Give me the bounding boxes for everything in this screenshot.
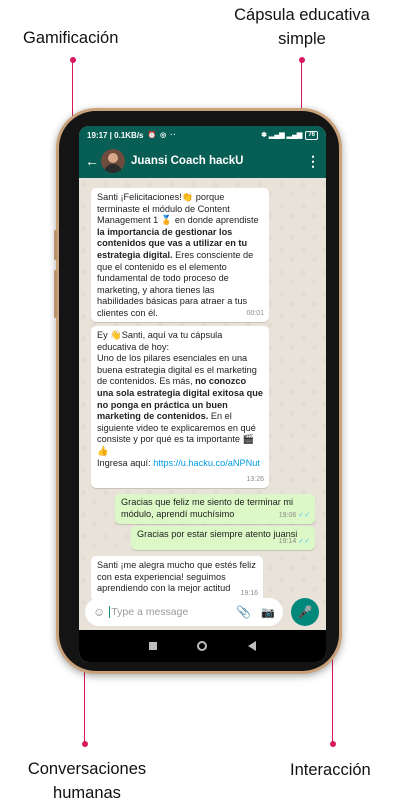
annotation-conversations [12,757,162,805]
message-text [97,192,263,320]
message-text-part: En el siguiente video te explicaremos en qué consiste y por qué es ta importante 🎬👍 [97,411,256,456]
message-text-part: Ey 👋Santi, aquí va tu cápsula educativa de hoy: [97,330,223,352]
message-bubble-incoming [91,326,269,488]
battery-icon: 76 [305,131,318,140]
message-text: Gracias que feliz me siento de terminar mi módulo, aprendí muchísimo [121,497,294,519]
message-input[interactable] [85,598,283,626]
message-time: 19:16 [240,590,258,598]
message-time: 00:01 [246,310,264,318]
read-ticks-icon: ✓✓ [298,538,310,546]
message-text-part: Ingresa aquí: [97,457,154,468]
message-text: Gracias por estar siempre atento juansi [137,529,298,539]
nav-back-icon[interactable] [248,641,256,651]
phone-side-button [54,270,57,318]
capsule-dot [299,57,305,63]
gamification-dot [70,57,76,63]
read-ticks-icon: ✓✓ [298,512,310,520]
phone-side-button [54,230,57,260]
message-text: Santi ¡me alegra mucho que estés feliz con esta experiencia! seguimos aprendiendo con la mejor actitud [97,560,256,594]
annotation-capsule [222,3,382,51]
annotation-conversations-line2: humanas [53,784,121,802]
signal-icon: ✱ ▂▄▆ ▂▄▆ [261,132,303,139]
annotation-gamification: Gamificación [23,29,119,47]
message-input-placeholder[interactable]: Type a message [111,606,189,618]
avatar[interactable] [101,149,125,173]
back-arrow-icon[interactable]: ← [85,153,99,169]
status-time: 19:17 | 0.1KB/s [87,130,144,140]
message-text-part: Eres consciente de que el contenido es el elemento fundamental de todo proceso de marketing, y ahora tienes las habilidades básicas para atraer a tus clientes con él. [97,249,254,318]
message-text-bold: no conozco una sola estrategia digital exitosa que no ponga en práctica un buen marketing de contenidos. [97,376,263,422]
message-bubble-outgoing [115,494,315,524]
message-time [279,536,310,548]
phone-screen [79,126,326,662]
annotation-capsule-line2: simple [278,30,326,48]
message-link[interactable]: https://u.hacku.co/aNPNut [153,457,260,468]
message-time-value: 19:14 [278,538,297,546]
conversations-dot [82,741,88,747]
interaction-dot [330,741,336,747]
home-icon[interactable] [197,641,207,651]
status-icons: ⏰ ◎ ·· [147,132,177,139]
message-text-part: Uno de los pilares esenciales en una buena estrategia digital es el marketing de contenidos. Es más, [97,353,257,387]
message-bubble-outgoing [131,526,315,550]
message-time [279,510,310,522]
annotation-interaction: Interacción [290,761,371,779]
status-bar [79,126,326,144]
attach-icon[interactable]: 📎 [236,605,252,619]
message-text-bold: la importancia de gestionar los contenidos que vas a utilizar en tu estrategia digital. [97,226,248,260]
recents-icon[interactable] [149,642,157,650]
message-text-part: Santi ¡Felicitaciones!👏 porque terminaste el módulo de Content Management 1 🏅 en donde aprendiste [97,192,259,226]
emoji-icon[interactable]: ☺ [93,605,106,619]
more-options-icon[interactable]: ⋮ [306,152,320,169]
mic-button[interactable] [291,598,319,626]
message-text [97,330,263,469]
camera-icon[interactable]: 📷 [261,606,275,619]
status-right [261,131,318,140]
text-cursor [109,606,110,618]
mic-icon: 🎤 [297,605,313,619]
annotation-conversations-line1: Conversaciones [27,760,147,778]
message-time-value: 19:06 [278,512,297,520]
message-composer [79,594,326,630]
message-time: 13:26 [246,476,264,484]
contact-name[interactable]: Juansi Coach hackU [131,155,244,167]
chat-area[interactable] [79,178,326,608]
annotation-capsule-line1: Cápsula educativa [234,6,370,24]
android-nav-bar [79,630,326,662]
message-bubble-incoming [91,188,269,322]
chat-header [79,144,326,178]
